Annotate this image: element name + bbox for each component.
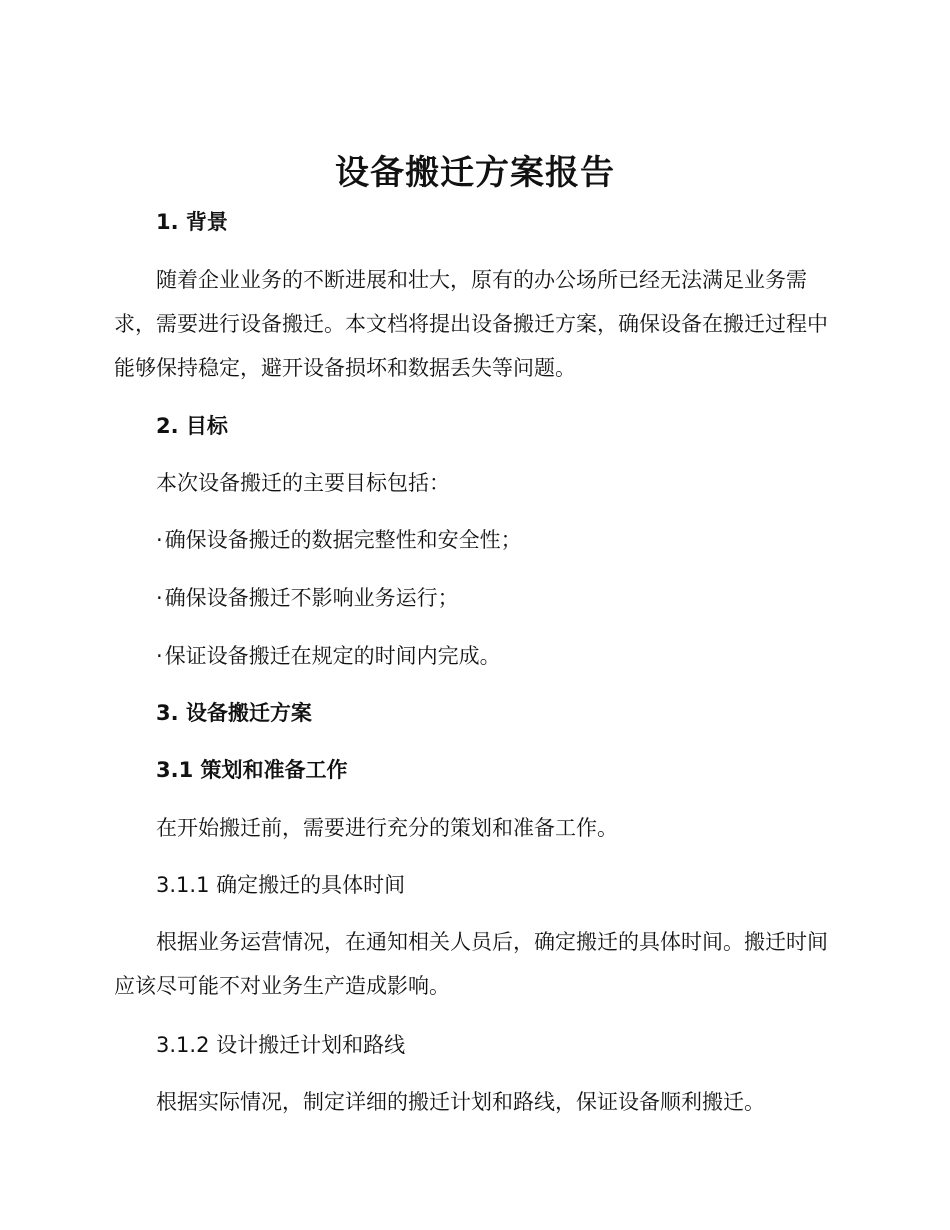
subsection-heading-prep: 3.1 策划和准备工作: [156, 758, 348, 782]
list-item-text: 确保设备搬迁不影响业务运行；: [164, 586, 459, 610]
paragraph-route: 根据实际情况，制定详细的搬迁计划和路线，保证设备顺利搬迁。: [156, 1090, 765, 1114]
section-heading-background: 1. 背景: [156, 210, 228, 234]
subsubsection-heading-time: 3.1.1 确定搬迁的具体时间: [156, 873, 406, 897]
section-heading-plan: 3. 设备搬迁方案: [156, 701, 312, 725]
bullet-marker: ·: [156, 586, 163, 610]
list-item: [114, 576, 830, 620]
list-item: [114, 634, 830, 678]
list-item: [114, 518, 830, 562]
paragraph-time: 根据业务运营情况，在通知相关人员后，确定搬迁的具体时间。搬迁时间应该尽可能不对业务生产造成影响。: [114, 930, 828, 998]
bullet-marker: ·: [156, 644, 163, 668]
section-heading-goal: 2. 目标: [156, 414, 228, 438]
list-item-text: 保证设备搬迁在规定的时间内完成。: [164, 644, 501, 668]
subsubsection-heading-route: 3.1.2 设计搬迁计划和路线: [156, 1033, 406, 1057]
bullet-marker: ·: [156, 528, 163, 552]
paragraph-goal-intro: 本次设备搬迁的主要目标包括：: [156, 471, 450, 495]
paragraph-background: 随着企业业务的不断进展和壮大，原有的办公场所已经无法满足业务需求，需要进行设备搬迁。本文档将提出设备搬迁方案，确保设备在搬迁过程中能够保持稳定，避开设备损坏和数据丢失等问题。: [114, 268, 828, 380]
document-title: 设备搬迁方案报告: [335, 153, 615, 193]
list-item-text: 确保设备搬迁的数据完整性和安全性；: [164, 528, 522, 552]
paragraph-prep: 在开始搬迁前，需要进行充分的策划和准备工作。: [156, 816, 618, 840]
